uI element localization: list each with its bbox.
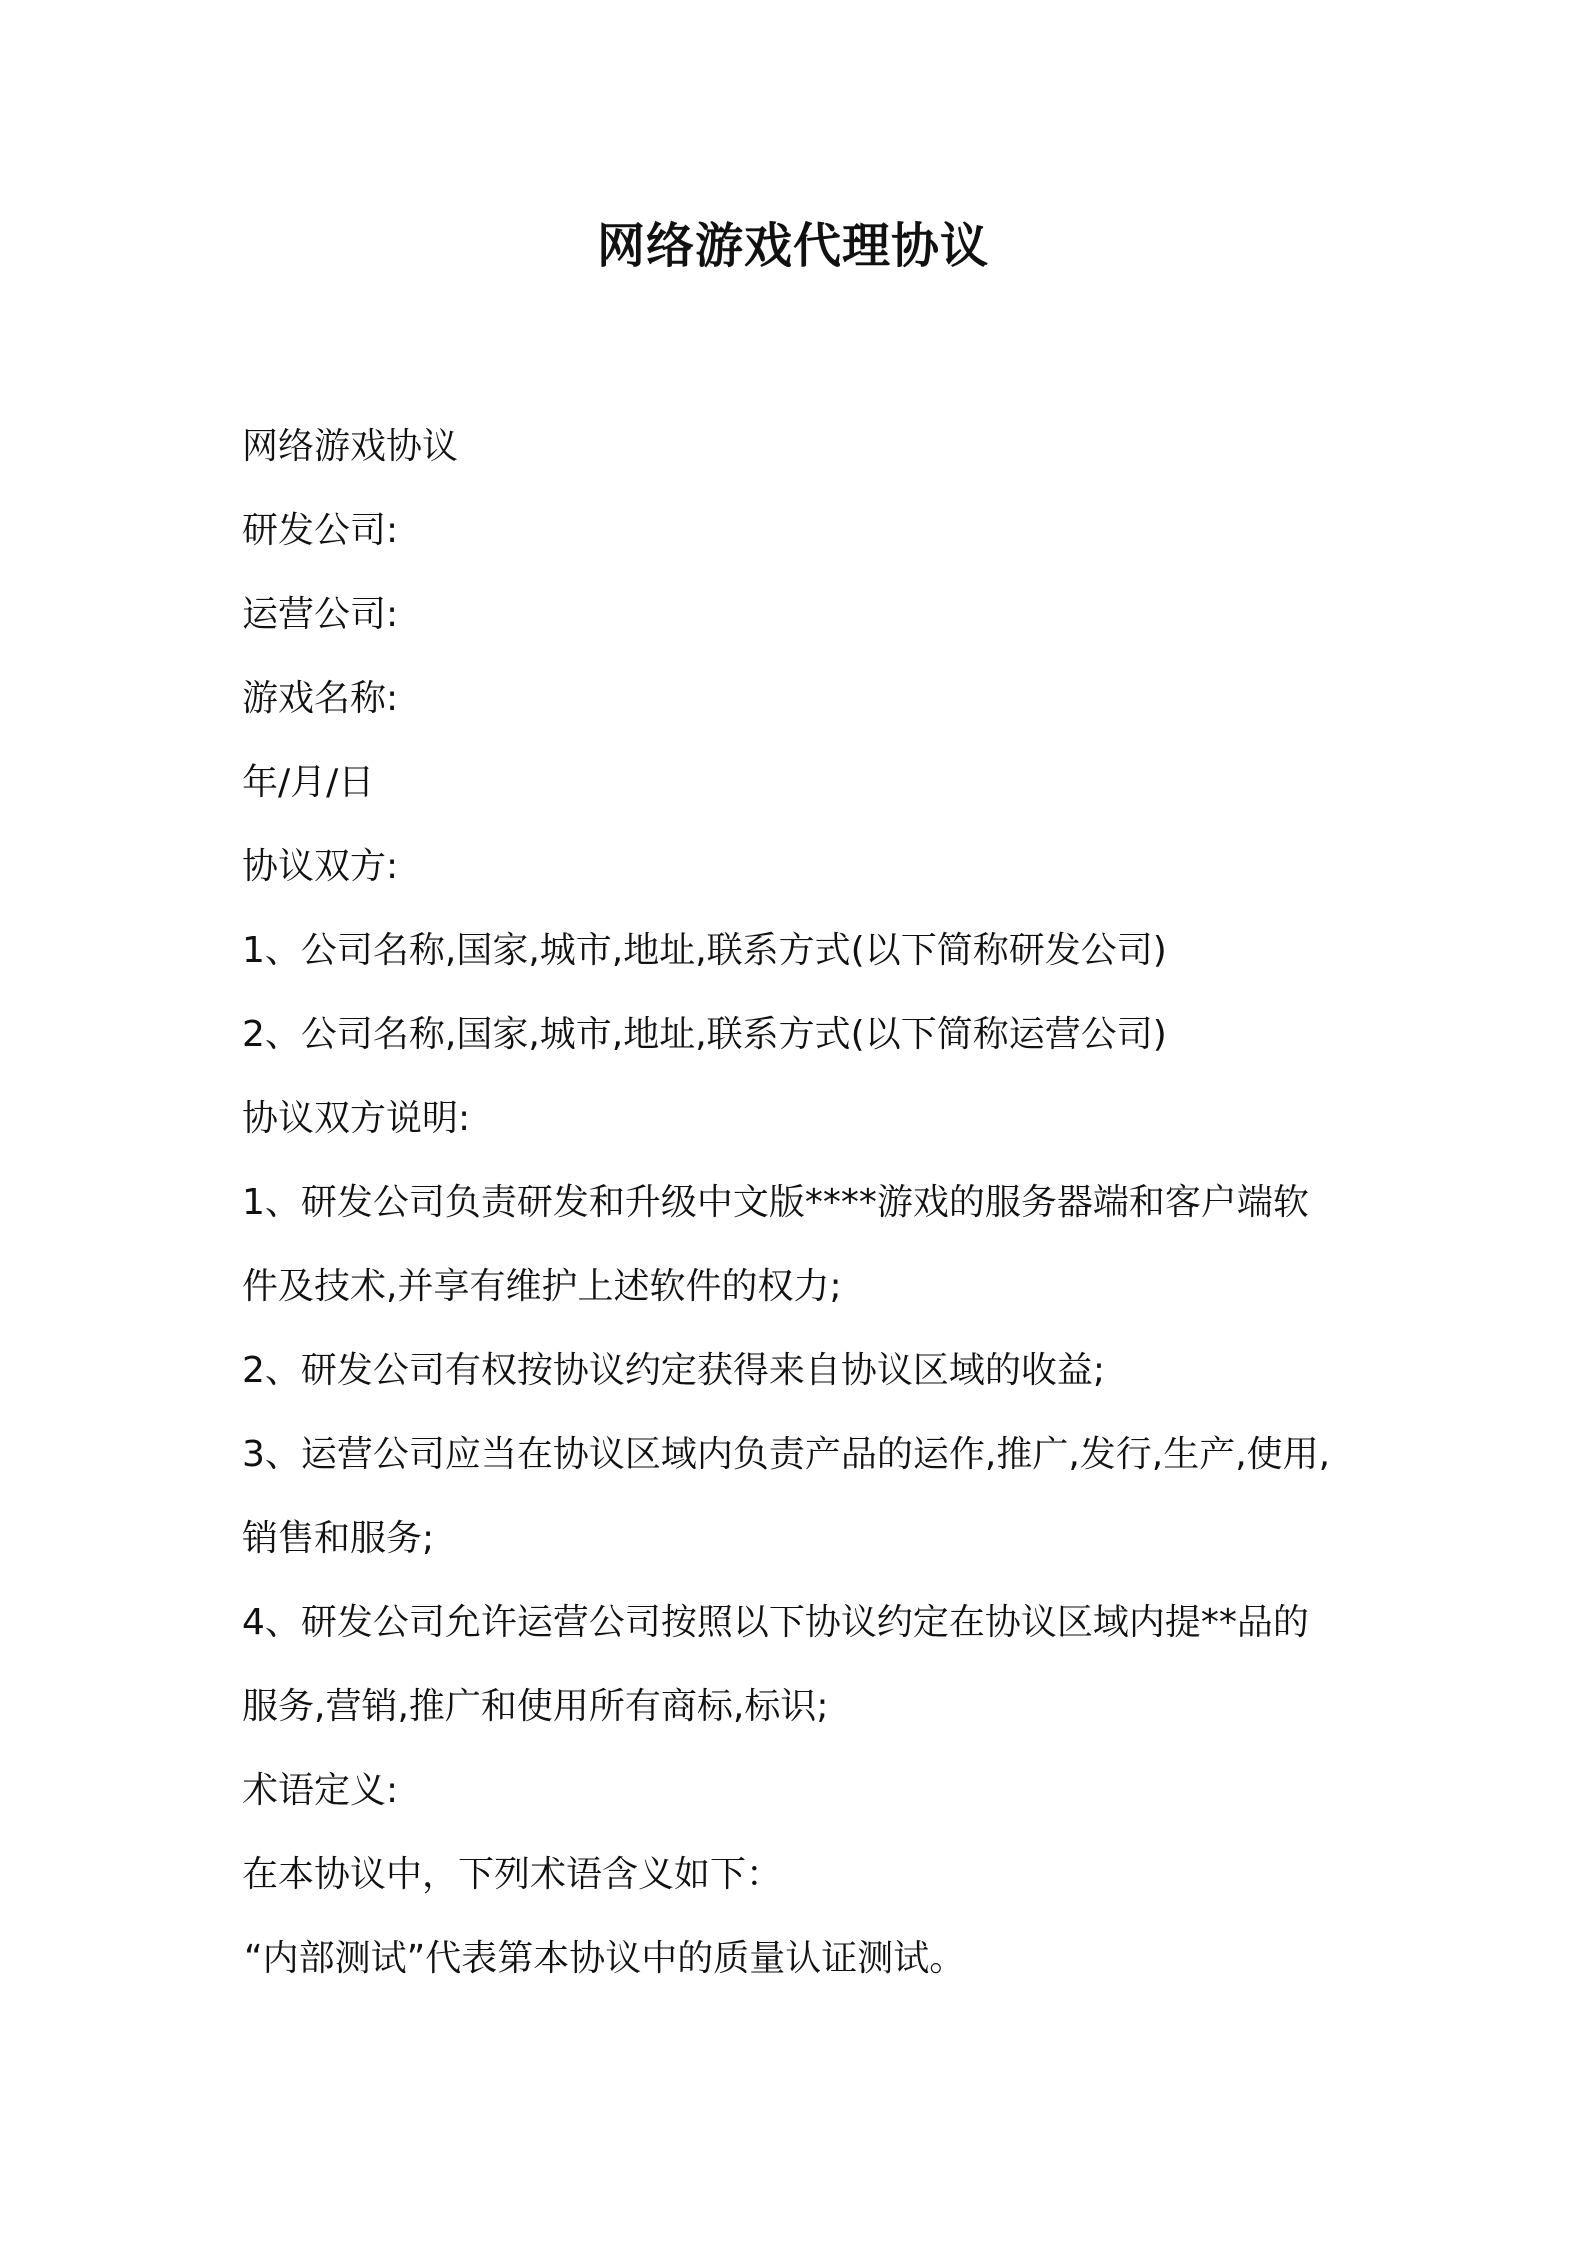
clause-4 xyxy=(242,1581,1362,1749)
clause-3-line-2: 销售和服务; xyxy=(242,1518,435,1559)
terms-heading: 术语定义: xyxy=(242,1770,399,1811)
text-line-party-2: 2、公司名称,国家,城市,地址,联系方式(以下简称运营公司) xyxy=(242,1014,1167,1055)
clause-2 xyxy=(242,1329,1362,1413)
clause-1-line-2: 件及技术,并享有维护上述软件的权力; xyxy=(242,1266,842,1307)
text-line-date: 年/月/日 xyxy=(242,762,375,803)
text-line-game-name: 游戏名称: xyxy=(242,678,399,719)
clause-2-line-1: 2、研发公司有权按协议约定获得来自协议区域的收益; xyxy=(242,1350,1106,1391)
clause-3 xyxy=(242,1413,1362,1581)
text-line-party-1: 1、公司名称,国家,城市,地址,联系方式(以下简称研发公司) xyxy=(242,930,1167,971)
clause-4-line-1: 4、研发公司允许运营公司按照以下协议约定在协议区域内提**品的 xyxy=(242,1602,1309,1643)
text-line-operator: 运营公司: xyxy=(242,594,399,635)
document-body xyxy=(242,405,1362,2001)
clause-3-line-1: 3、运营公司应当在协议区域内负责产品的运作,推广,发行,生产,使用, xyxy=(242,1434,1331,1475)
text-line-agreement-name: 网络游戏协议 xyxy=(242,426,459,467)
document-title: 网络游戏代理协议 xyxy=(596,218,989,274)
clause-1-line-1: 1、研发公司负责研发和升级中文版****游戏的服务器端和客户端软 xyxy=(242,1182,1309,1223)
text-line-parties-desc-heading: 协议双方说明: xyxy=(242,1098,471,1139)
clause-4-line-2: 服务,营销,推广和使用所有商标,标识; xyxy=(242,1686,829,1727)
terms-intro: 在本协议中，下列术语含义如下： xyxy=(242,1854,783,1895)
text-line-developer: 研发公司: xyxy=(242,510,399,551)
term-internal-test: “内部测试”代表第本协议中的质量认证测试。 xyxy=(244,1938,966,1979)
text-line-parties-heading: 协议双方: xyxy=(242,846,399,887)
clause-1 xyxy=(242,1161,1362,1329)
